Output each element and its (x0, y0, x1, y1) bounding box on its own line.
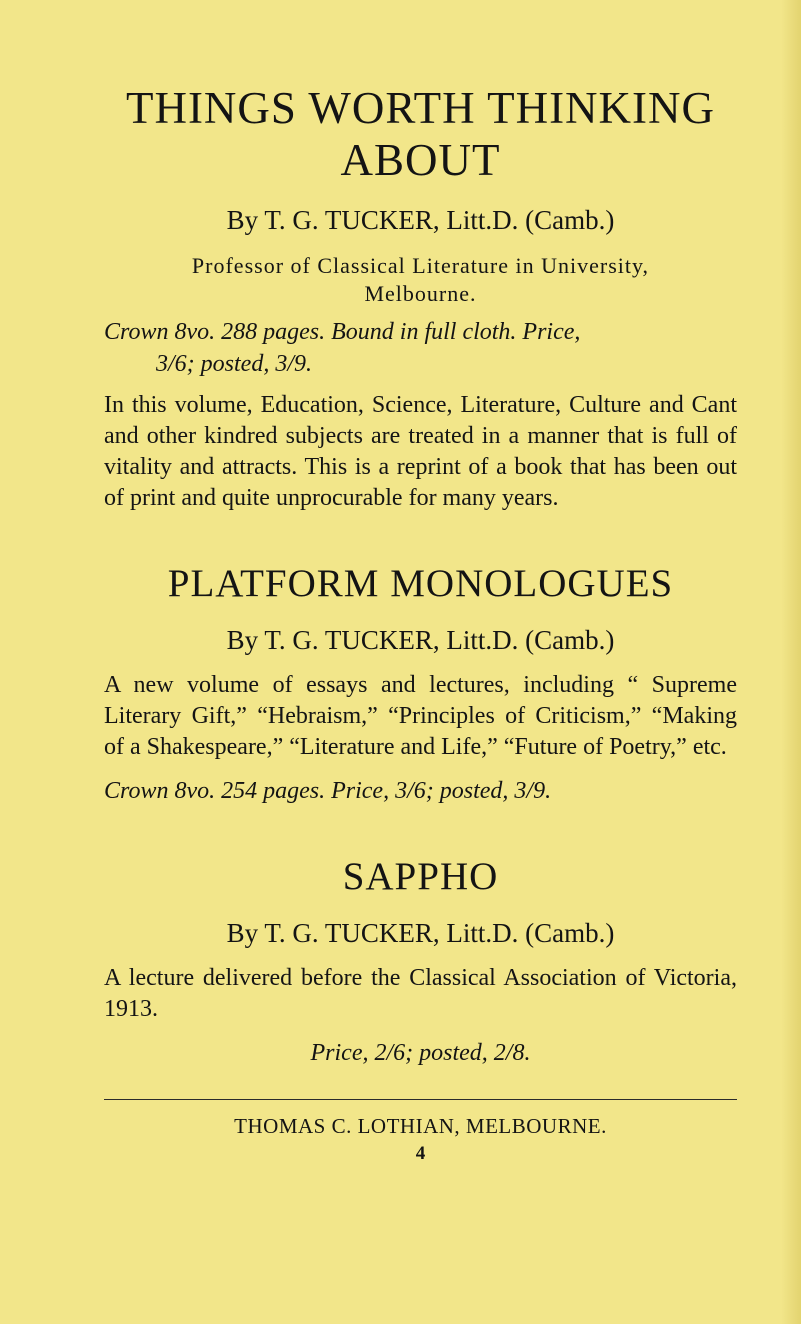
author-byline: By T. G. TUCKER, Litt.D. (Camb.) (226, 205, 615, 235)
page-number: 4 (415, 1143, 426, 1164)
book-title-line-1: THINGS WORTH THINKING (125, 83, 716, 133)
author-position (104, 252, 737, 308)
publication-details-line-1: Crown 8vo. 288 pages. Bound in full cloth. Price, (104, 319, 581, 345)
page-edge-shading (781, 0, 801, 1324)
publication-details: Crown 8vo. 254 pages. Price, 3/6; posted, 3/9. (104, 778, 552, 804)
book-description: A lecture delivered before the Classical Association of Victoria, 1913. (104, 965, 737, 1022)
publisher-imprint: THOMAS C. LOTHIAN, MELBOURNE. (234, 1114, 607, 1138)
author-position-line-1: Professor of Classical Literature in University, (191, 253, 650, 278)
publication-details-line-2: 3/6; posted, 3/9. (156, 351, 312, 377)
book-title-line-2: ABOUT (340, 135, 501, 185)
author-position-line-2: Melbourne. (364, 281, 477, 306)
author-byline: By T. G. TUCKER, Litt.D. (Camb.) (226, 625, 615, 655)
book-description: In this volume, Education, Science, Literature, Culture and Cant and other kindred subjects are treated in a manner that is full of vitality and attracts. This is a reprint of a book that has been out of print and quite unprocurable for many years. (104, 392, 737, 511)
book-things-worth-thinking-about (104, 82, 737, 514)
book-description: A new volume of essays and lectures, including “ Supreme Literary Gift,” “Hebraism,” “Principles of Criticism,” “Making of a Shakespeare,” “Literature and Life,” “Future of Poetry,” etc. (104, 672, 737, 760)
publication-details (104, 316, 737, 380)
book-title: SAPPHO (342, 855, 499, 898)
author-byline: By T. G. TUCKER, Litt.D. (Camb.) (226, 918, 615, 948)
divider-rule (104, 1099, 737, 1100)
book-platform-monologues (104, 560, 737, 807)
book-sappho (104, 853, 737, 1069)
book-title: PLATFORM MONOLOGUES (167, 562, 674, 605)
publication-details: Price, 2/6; posted, 2/8. (310, 1040, 531, 1066)
